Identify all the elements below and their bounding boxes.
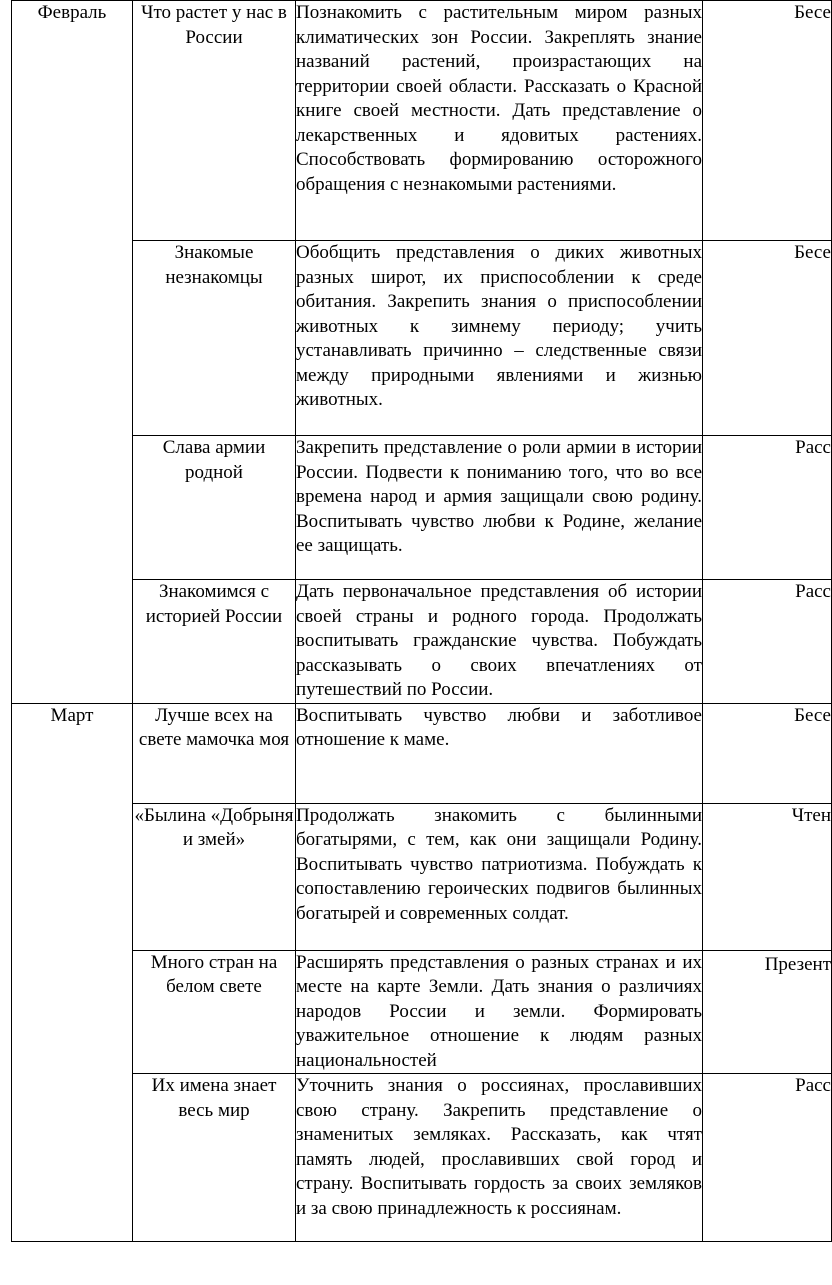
topic-cell: Лучше всех на свете мамочка моя — [133, 703, 296, 803]
table-row — [12, 950, 832, 1074]
table-row — [12, 803, 832, 950]
goal-cell: Уточнить знания о россиянах, прославивших свою страну. Закрепить представление о знаменитых земляках. Рассказать, как чтят память людей, прославивших свой город и страну. Воспитывать гордость за своих земляков и за свою принадлежность к россиянам. — [296, 1074, 703, 1242]
topic-cell: Знакомимся с историей России — [133, 580, 296, 704]
goal-cell: Познакомить с растительным миром разных климатических зон России. Закреплять знание названий растений, произрастающих на территории своей области. Рассказать о Красной книге своей местности. Дать представление о лекарственных и ядовитых растениях. Способствовать формированию осторожного обращения с незнакомыми растениями. — [296, 1, 703, 241]
form-cell: Бесе — [703, 241, 832, 436]
form-cell: Расс — [703, 436, 832, 580]
form-cell: Бесе — [703, 703, 832, 803]
form-cell: Расс — [703, 580, 832, 704]
month-cell: Февраль — [12, 1, 133, 704]
form-cell: Расс — [703, 1074, 832, 1242]
table-row — [12, 436, 832, 580]
goal-cell: Расширять представления о разных странах и их месте на карте Земли. Дать знания о различиях народов России и земли. Формировать уважительное отношение к людям разных национальностей — [296, 950, 703, 1074]
form-cell: Презент — [703, 950, 832, 1074]
table-row — [12, 1074, 832, 1242]
table-row — [12, 241, 832, 436]
topic-cell: Знакомые незнакомцы — [133, 241, 296, 436]
goal-cell: Продолжать знакомить с былинными богатырями, с тем, как они защищали Родину. Воспитывать чувство патриотизма. Побуждать к сопоставлению героических подвигов былинных богатырей и современных солдат. — [296, 803, 703, 950]
table-row — [12, 580, 832, 704]
topic-cell: Много стран на белом свете — [133, 950, 296, 1074]
topic-cell: «Былина «Добрыня и змей» — [133, 803, 296, 950]
month-cell: Март — [12, 703, 133, 1242]
table-row — [12, 703, 832, 803]
topic-cell: Их имена знает весь мир — [133, 1074, 296, 1242]
topic-cell: Что растет у нас в России — [133, 1, 296, 241]
form-cell: Бесе — [703, 1, 832, 241]
goal-cell: Закрепить представление о роли армии в истории России. Подвести к пониманию того, что во все времена народ и армия защищали свою родину. Воспитывать чувство любви к Родине, желание ее защищать. — [296, 436, 703, 580]
table-row — [12, 1, 832, 241]
goal-cell: Обобщить представления о диких животных разных широт, их приспособлении к среде обитания. Закрепить знания о приспособлении животных к зимнему периоду; учить устанавливать причинно – следственные связи между природными явлениями и жизнью животных. — [296, 241, 703, 436]
goal-cell: Дать первоначальное представления об истории своей страны и родного города. Продолжать воспитывать гражданские чувства. Побуждать рассказывать о своих впечатлениях от путешествий по России. — [296, 580, 703, 704]
form-cell: Чтен — [703, 803, 832, 950]
goal-cell: Воспитывать чувство любви и заботливое отношение к маме. — [296, 703, 703, 803]
lesson-plan-table — [11, 0, 832, 1242]
topic-cell: Слава армии родной — [133, 436, 296, 580]
